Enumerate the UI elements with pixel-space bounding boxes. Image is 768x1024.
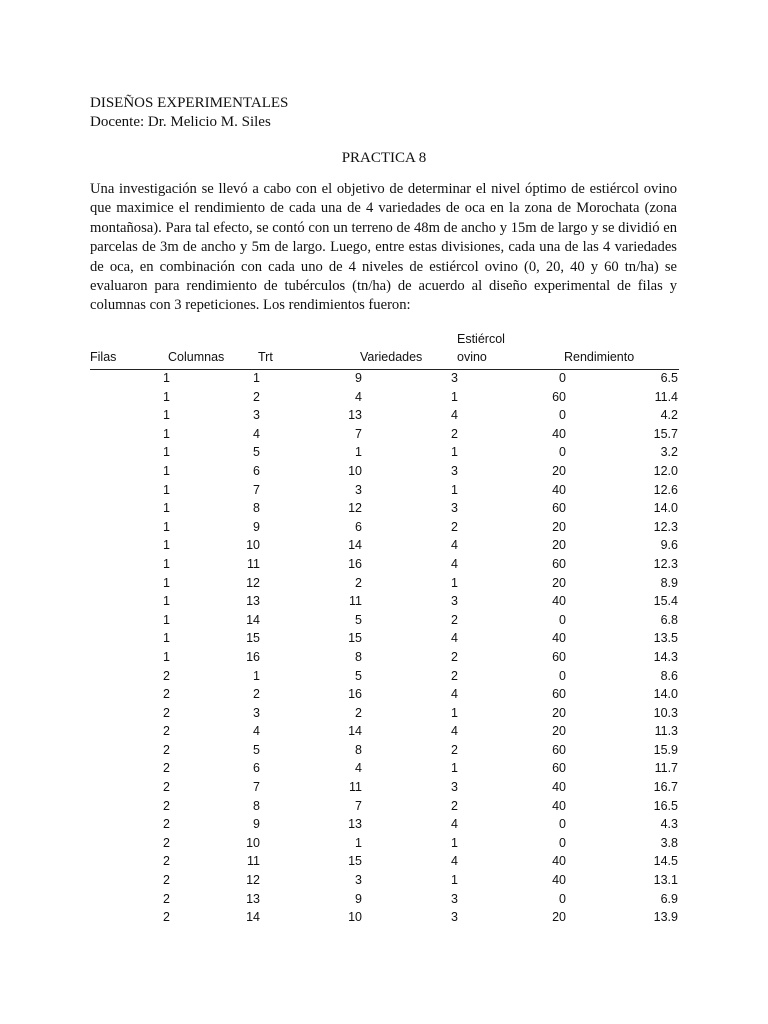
cell-trt: 2 bbox=[253, 687, 260, 702]
cell-estiercol: 1 bbox=[451, 761, 458, 776]
cell-rendimiento: 11.4 bbox=[654, 389, 678, 404]
cell-trt: 10 bbox=[246, 835, 260, 850]
cell-trt: 9 bbox=[253, 817, 260, 832]
cell-estiercol: 1 bbox=[451, 389, 458, 404]
cell-columnas: 2 bbox=[163, 687, 170, 702]
table-row bbox=[0, 722, 768, 741]
cell-estiercol: 1 bbox=[451, 575, 458, 590]
cell-trt: 2 bbox=[253, 389, 260, 404]
cell-columnas: 1 bbox=[163, 538, 170, 553]
cell-nivel: 40 bbox=[552, 873, 566, 888]
cell-trt: 5 bbox=[253, 445, 260, 460]
cell-rendimiento: 3.8 bbox=[660, 835, 678, 850]
cell-nivel: 0 bbox=[559, 835, 566, 850]
cell-variedades: 12 bbox=[348, 501, 362, 516]
cell-rendimiento: 16.7 bbox=[653, 780, 678, 795]
header-trt: Trt bbox=[258, 350, 273, 364]
cell-rendimiento: 6.5 bbox=[660, 371, 678, 385]
teacher-name: Docente: Dr. Melicio M. Siles bbox=[90, 114, 271, 130]
table-row bbox=[0, 611, 768, 630]
cell-nivel: 0 bbox=[559, 612, 566, 627]
cell-variedades: 14 bbox=[348, 538, 362, 553]
cell-rendimiento: 3.2 bbox=[660, 445, 678, 460]
cell-columnas: 2 bbox=[163, 742, 170, 757]
cell-estiercol: 1 bbox=[451, 873, 458, 888]
cell-columnas: 2 bbox=[163, 668, 170, 683]
cell-variedades: 14 bbox=[348, 724, 362, 739]
table-row bbox=[0, 592, 768, 611]
cell-rendimiento: 12.0 bbox=[653, 463, 678, 478]
cell-estiercol: 2 bbox=[451, 742, 458, 757]
table-row bbox=[0, 574, 768, 593]
table-row bbox=[0, 852, 768, 871]
cell-rendimiento: 8.6 bbox=[660, 668, 678, 683]
table-row bbox=[0, 648, 768, 667]
header-filas: Filas bbox=[90, 350, 117, 364]
cell-rendimiento: 4.2 bbox=[660, 408, 678, 423]
cell-columnas: 1 bbox=[163, 408, 170, 423]
table-row bbox=[0, 369, 768, 388]
cell-nivel: 20 bbox=[552, 724, 566, 739]
cell-trt: 10 bbox=[246, 538, 260, 553]
cell-trt: 8 bbox=[253, 501, 260, 516]
cell-columnas: 1 bbox=[163, 389, 170, 404]
cell-variedades: 8 bbox=[355, 649, 362, 664]
cell-variedades: 16 bbox=[348, 687, 362, 702]
cell-trt: 3 bbox=[253, 408, 260, 423]
cell-estiercol: 4 bbox=[451, 538, 458, 553]
cell-columnas: 1 bbox=[163, 594, 170, 609]
cell-columnas: 2 bbox=[163, 854, 170, 869]
cell-rendimiento: 6.9 bbox=[660, 891, 678, 906]
table-row bbox=[0, 741, 768, 760]
cell-columnas: 1 bbox=[163, 482, 170, 497]
cell-columnas: 2 bbox=[163, 780, 170, 795]
cell-columnas: 1 bbox=[163, 501, 170, 516]
table-row bbox=[0, 555, 768, 574]
cell-estiercol: 2 bbox=[451, 649, 458, 664]
cell-nivel: 20 bbox=[552, 463, 566, 478]
table-row bbox=[0, 518, 768, 537]
cell-columnas: 2 bbox=[163, 798, 170, 813]
table-row bbox=[0, 797, 768, 816]
table-row bbox=[0, 834, 768, 853]
cell-columnas: 2 bbox=[163, 891, 170, 906]
cell-nivel: 40 bbox=[552, 798, 566, 813]
cell-variedades: 15 bbox=[348, 631, 362, 646]
cell-variedades: 7 bbox=[355, 798, 362, 813]
cell-estiercol: 2 bbox=[451, 668, 458, 683]
cell-rendimiento: 13.1 bbox=[653, 873, 678, 888]
cell-columnas: 2 bbox=[163, 817, 170, 832]
cell-nivel: 40 bbox=[552, 780, 566, 795]
cell-variedades: 11 bbox=[349, 594, 362, 609]
cell-variedades: 8 bbox=[355, 742, 362, 757]
cell-rendimiento: 12.3 bbox=[653, 556, 678, 571]
cell-trt: 3 bbox=[253, 705, 260, 720]
cell-rendimiento: 15.7 bbox=[653, 426, 678, 441]
cell-trt: 4 bbox=[253, 724, 260, 739]
table-row bbox=[0, 425, 768, 444]
cell-columnas: 2 bbox=[163, 705, 170, 720]
cell-nivel: 40 bbox=[552, 594, 566, 609]
cell-rendimiento: 15.4 bbox=[653, 594, 678, 609]
cell-variedades: 11 bbox=[349, 780, 362, 795]
cell-nivel: 60 bbox=[552, 556, 566, 571]
cell-nivel: 20 bbox=[552, 910, 566, 925]
practice-title: PRACTICA 8 bbox=[341, 150, 427, 166]
cell-columnas: 1 bbox=[163, 463, 170, 478]
cell-trt: 14 bbox=[246, 612, 260, 627]
cell-estiercol: 3 bbox=[451, 891, 458, 906]
cell-variedades: 2 bbox=[355, 705, 362, 720]
data-table bbox=[0, 369, 768, 927]
table-row bbox=[0, 871, 768, 890]
cell-nivel: 40 bbox=[552, 854, 566, 869]
cell-columnas: 2 bbox=[163, 910, 170, 925]
cell-variedades: 7 bbox=[355, 426, 362, 441]
cell-nivel: 20 bbox=[552, 538, 566, 553]
table-row bbox=[0, 388, 768, 407]
cell-trt: 6 bbox=[253, 463, 260, 478]
cell-trt: 12 bbox=[246, 575, 260, 590]
cell-trt: 13 bbox=[246, 594, 260, 609]
cell-columnas: 2 bbox=[163, 873, 170, 888]
table-row bbox=[0, 462, 768, 481]
cell-estiercol: 4 bbox=[451, 817, 458, 832]
cell-rendimiento: 4.3 bbox=[660, 817, 678, 832]
cell-nivel: 60 bbox=[552, 649, 566, 664]
cell-nivel: 20 bbox=[552, 575, 566, 590]
cell-nivel: 0 bbox=[559, 408, 566, 423]
cell-trt: 12 bbox=[246, 873, 260, 888]
cell-nivel: 60 bbox=[552, 761, 566, 776]
cell-variedades: 15 bbox=[348, 854, 362, 869]
cell-columnas: 1 bbox=[163, 649, 170, 664]
header-ovino: ovino bbox=[457, 350, 487, 364]
table-row bbox=[0, 759, 768, 778]
cell-estiercol: 4 bbox=[451, 408, 458, 423]
cell-variedades: 4 bbox=[355, 761, 362, 776]
cell-trt: 4 bbox=[253, 426, 260, 441]
cell-columnas: 1 bbox=[163, 426, 170, 441]
cell-trt: 8 bbox=[253, 798, 260, 813]
course-title: DISEÑOS EXPERIMENTALES bbox=[90, 95, 289, 111]
cell-variedades: 1 bbox=[355, 445, 362, 460]
cell-variedades: 16 bbox=[348, 556, 362, 571]
cell-rendimiento: 14.5 bbox=[653, 854, 678, 869]
cell-trt: 1 bbox=[253, 668, 260, 683]
cell-variedades: 2 bbox=[355, 575, 362, 590]
table-row bbox=[0, 890, 768, 909]
cell-rendimiento: 14.0 bbox=[653, 501, 678, 516]
cell-estiercol: 2 bbox=[451, 519, 458, 534]
problem-statement: Una investigación se llevó a cabo con el objetivo de determinar el nivel óptimo de estiércol ovino que maximice el rendimiento de cada una de 4 variedades de oca en la zona de Morochata (zona montañosa). Para tal efecto, se contó con un terreno de 48m de ancho y 15m de largo y se dividió en parcelas de 3m de ancho y 5m de largo. Luego, entre estas divisiones, cada una de las 4 variedades de oca, en combinación con cada uno de 4 niveles de estiércol ovino (0, 20, 40 y 60 tn/ha) se evaluaron para rendimiento de tubérculos (tn/ha) de acuerdo al diseño experimental de filas y columnas con 3 repeticiones. Los rendimientos fueron: bbox=[90, 181, 677, 314]
cell-rendimiento: 10.3 bbox=[653, 705, 678, 720]
cell-variedades: 10 bbox=[348, 463, 362, 478]
cell-trt: 16 bbox=[246, 649, 260, 664]
cell-variedades: 13 bbox=[348, 408, 362, 423]
table-row bbox=[0, 908, 768, 927]
cell-columnas: 1 bbox=[163, 575, 170, 590]
cell-nivel: 0 bbox=[559, 817, 566, 832]
cell-columnas: 1 bbox=[163, 631, 170, 646]
cell-estiercol: 4 bbox=[451, 687, 458, 702]
table-header bbox=[0, 330, 768, 370]
cell-estiercol: 2 bbox=[451, 426, 458, 441]
cell-nivel: 0 bbox=[559, 668, 566, 683]
cell-variedades: 5 bbox=[355, 668, 362, 683]
cell-trt: 6 bbox=[253, 761, 260, 776]
cell-estiercol: 1 bbox=[451, 445, 458, 460]
cell-estiercol: 3 bbox=[451, 371, 458, 385]
cell-estiercol: 1 bbox=[451, 482, 458, 497]
table-row bbox=[0, 667, 768, 686]
table-row bbox=[0, 481, 768, 500]
cell-variedades: 1 bbox=[355, 835, 362, 850]
table-row bbox=[0, 704, 768, 723]
cell-estiercol: 3 bbox=[451, 501, 458, 516]
cell-columnas: 2 bbox=[163, 761, 170, 776]
cell-variedades: 9 bbox=[355, 891, 362, 906]
cell-variedades: 6 bbox=[355, 519, 362, 534]
cell-rendimiento: 11.3 bbox=[654, 724, 678, 739]
table-row bbox=[0, 536, 768, 555]
cell-trt: 15 bbox=[246, 631, 260, 646]
cell-estiercol: 1 bbox=[451, 835, 458, 850]
table-row bbox=[0, 499, 768, 518]
cell-rendimiento: 11.7 bbox=[654, 761, 678, 776]
cell-trt: 7 bbox=[253, 482, 260, 497]
cell-columnas: 1 bbox=[163, 445, 170, 460]
cell-nivel: 40 bbox=[552, 482, 566, 497]
cell-variedades: 10 bbox=[348, 910, 362, 925]
header-variedades: Variedades bbox=[360, 350, 423, 364]
cell-estiercol: 4 bbox=[451, 556, 458, 571]
cell-nivel: 60 bbox=[552, 687, 566, 702]
cell-estiercol: 3 bbox=[451, 463, 458, 478]
cell-variedades: 3 bbox=[355, 482, 362, 497]
cell-rendimiento: 16.5 bbox=[653, 798, 678, 813]
cell-estiercol: 2 bbox=[451, 798, 458, 813]
cell-rendimiento: 8.9 bbox=[660, 575, 678, 590]
cell-columnas: 1 bbox=[163, 612, 170, 627]
cell-nivel: 60 bbox=[552, 389, 566, 404]
cell-estiercol: 1 bbox=[451, 705, 458, 720]
cell-variedades: 9 bbox=[355, 371, 362, 385]
cell-trt: 11 bbox=[247, 556, 260, 571]
cell-columnas: 2 bbox=[163, 724, 170, 739]
table-row bbox=[0, 443, 768, 462]
cell-variedades: 5 bbox=[355, 612, 362, 627]
cell-variedades: 13 bbox=[348, 817, 362, 832]
cell-nivel: 20 bbox=[552, 705, 566, 720]
cell-columnas: 1 bbox=[163, 519, 170, 534]
cell-rendimiento: 14.3 bbox=[653, 649, 678, 664]
cell-trt: 7 bbox=[253, 780, 260, 795]
cell-variedades: 4 bbox=[355, 389, 362, 404]
cell-rendimiento: 6.8 bbox=[660, 612, 678, 627]
cell-nivel: 0 bbox=[559, 371, 566, 385]
header-columnas: Columnas bbox=[168, 350, 225, 364]
cell-nivel: 20 bbox=[552, 519, 566, 534]
header-rendimiento: Rendimiento bbox=[564, 350, 635, 364]
cell-variedades: 3 bbox=[355, 873, 362, 888]
cell-trt: 5 bbox=[253, 742, 260, 757]
cell-rendimiento: 12.3 bbox=[653, 519, 678, 534]
cell-trt: 14 bbox=[246, 910, 260, 925]
cell-estiercol: 3 bbox=[451, 910, 458, 925]
cell-estiercol: 2 bbox=[451, 612, 458, 627]
cell-nivel: 60 bbox=[552, 501, 566, 516]
table-row bbox=[0, 815, 768, 834]
table-row bbox=[0, 406, 768, 425]
cell-rendimiento: 9.6 bbox=[660, 538, 678, 553]
cell-nivel: 40 bbox=[552, 426, 566, 441]
header-estiercol: Estiércol bbox=[457, 332, 505, 346]
cell-rendimiento: 12.6 bbox=[653, 482, 678, 497]
cell-nivel: 0 bbox=[559, 891, 566, 906]
cell-columnas: 2 bbox=[163, 835, 170, 850]
cell-trt: 11 bbox=[247, 854, 260, 869]
cell-columnas: 1 bbox=[163, 556, 170, 571]
cell-trt: 13 bbox=[246, 891, 260, 906]
cell-estiercol: 3 bbox=[451, 594, 458, 609]
cell-estiercol: 4 bbox=[451, 724, 458, 739]
cell-rendimiento: 13.5 bbox=[653, 631, 678, 646]
cell-nivel: 0 bbox=[559, 445, 566, 460]
cell-estiercol: 4 bbox=[451, 854, 458, 869]
cell-estiercol: 4 bbox=[451, 631, 458, 646]
table-row bbox=[0, 778, 768, 797]
cell-trt: 9 bbox=[253, 519, 260, 534]
cell-trt: 1 bbox=[253, 371, 260, 385]
cell-columnas: 1 bbox=[163, 371, 170, 385]
cell-rendimiento: 13.9 bbox=[653, 910, 678, 925]
cell-nivel: 60 bbox=[552, 742, 566, 757]
cell-rendimiento: 14.0 bbox=[653, 687, 678, 702]
cell-nivel: 40 bbox=[552, 631, 566, 646]
cell-rendimiento: 15.9 bbox=[653, 742, 678, 757]
cell-estiercol: 3 bbox=[451, 780, 458, 795]
table-row bbox=[0, 629, 768, 648]
table-row bbox=[0, 685, 768, 704]
